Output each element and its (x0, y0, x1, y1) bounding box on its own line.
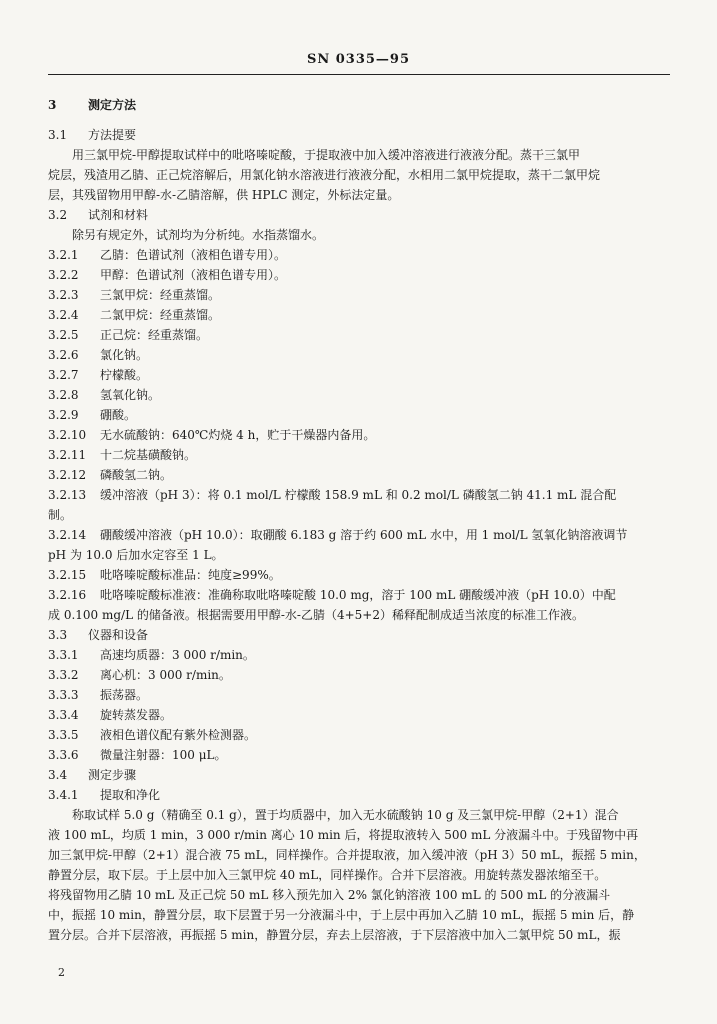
heading-3-1: 3.1 方法提要 (48, 128, 137, 142)
reagent-item: 3.2.6 氯化钠。 (48, 348, 149, 362)
paragraph-line: 层，其残留物用甲醇-水-乙腈溶解，供 HPLC 测定，外标法定量。 (48, 188, 400, 202)
reagent-item: 3.2.10 无水硫酸钠：640℃灼烧 4 h，贮于干燥器内备用。 (48, 428, 376, 442)
instrument-item: 3.3.3 振荡器。 (48, 688, 149, 702)
instrument-item: 3.3.4 旋转蒸发器。 (48, 708, 173, 722)
instrument-item: 3.3.1 高速均质器：3 000 r/min。 (48, 648, 255, 662)
page-number: 2 (58, 966, 65, 979)
reagent-item: 3.2.14 硼酸缓冲溶液（pH 10.0）：取硼酸 6.183 g 溶于约 600 mL 水中，用 1 mol/L 氢氧化钠溶液调节 (48, 528, 628, 542)
heading-3-3: 3.3 仪器和设备 (48, 628, 149, 642)
heading-3-2: 3.2 试剂和材料 (48, 208, 149, 222)
paragraph-line: 制。 (48, 508, 73, 522)
reagent-item: 3.2.13 缓冲溶液（pH 3）：将 0.1 mol/L 柠檬酸 158.9 mL 和 0.2 mol/L 磷酸氢二钠 41.1 mL 混合配 (48, 488, 617, 502)
paragraph-line: 称取试样 5.0 g（精确至 0.1 g），置于均质器中，加入无水硫酸钠 10 g 及三氯甲烷-甲醇（2+1）混合 (72, 808, 619, 822)
paragraph-line: 静置分层，取下层。于上层中加入三氯甲烷 40 mL，同样操作。合并下层溶液。用旋转蒸发器浓缩至干。 (48, 868, 607, 882)
paragraph-line: 成 0.100 mg/L 的储备液。根据需要用甲醇-水-乙腈（4+5+2）稀释配制成适当浓度的标准工作液。 (48, 608, 584, 622)
paragraph-line: 液 100 mL，均质 1 min，3 000 r/min 离心 10 min 后，将提取液转入 500 mL 分液漏斗中。于残留物中再 (48, 828, 639, 842)
paragraph-line: 中，振摇 10 min，静置分层，取下层置于另一分液漏斗中，于上层中再加入乙腈 10 mL，振摇 5 min 后，静 (48, 908, 635, 922)
paragraph-line: 置分层。合并下层溶液，再振摇 5 min，静置分层，弃去上层溶液，于下层溶液中加入二氯甲烷 50 mL，振 (48, 928, 621, 942)
heading-3-4-1: 3.4.1 提取和净化 (48, 788, 161, 802)
reagent-item: 3.2.9 硼酸。 (48, 408, 137, 422)
instrument-item: 3.3.6 微量注射器：100 μL。 (48, 748, 227, 762)
reagent-item: 3.2.15 吡咯嗪啶酸标准品：纯度≥99%。 (48, 568, 281, 582)
reagent-item: 3.2.1 乙腈：色谱试剂（液相色谱专用）。 (48, 248, 287, 262)
reagent-item: 3.2.12 磷酸氢二钠。 (48, 468, 173, 482)
reagent-item: 3.2.11 十二烷基磺酸钠。 (48, 448, 197, 462)
paragraph-line: pH 为 10.0 后加水定容至 1 L。 (48, 548, 224, 562)
heading-3-4: 3.4 测定步骤 (48, 768, 137, 782)
reagent-item: 3.2.7 柠檬酸。 (48, 368, 149, 382)
reagent-item: 3.2.5 正己烷：经重蒸馏。 (48, 328, 209, 342)
instrument-item: 3.3.2 离心机：3 000 r/min。 (48, 668, 231, 682)
reagent-item: 3.2.2 甲醇：色谱试剂（液相色谱专用）。 (48, 268, 287, 282)
paragraph-line: 将残留物用乙腈 10 mL 及正己烷 50 mL 移入预先加入 2% 氯化钠溶液 100 mL 的 500 mL 的分液漏斗 (48, 888, 611, 902)
document-body (48, 95, 670, 945)
paragraph-line: 除另有规定外，试剂均为分析纯。水指蒸馏水。 (72, 228, 325, 242)
reagent-item: 3.2.3 三氯甲烷：经重蒸馏。 (48, 288, 221, 302)
paragraph-line: 用三氯甲烷-甲醇提取试样中的吡咯嗪啶酸，于提取液中加入缓冲溶液进行液液分配。蒸干三氯甲 (72, 148, 581, 162)
section-number: 3 (48, 98, 57, 112)
paragraph-line: 烷层，残渣用乙腈、正己烷溶解后，用氯化钠水溶液进行液液分配，水相用二氯甲烷提取，蒸干二氯甲烷 (48, 168, 601, 182)
section-3-heading (48, 95, 670, 115)
reagent-item: 3.2.16 吡咯嗪啶酸标准液：准确称取吡咯嗪啶酸 10.0 mg，溶于 100 mL 硼酸缓冲液（pH 10.0）中配 (48, 588, 616, 602)
reagent-item: 3.2.8 氢氧化钠。 (48, 388, 161, 402)
instrument-item: 3.3.5 液相色谱仪配有紫外检测器。 (48, 728, 257, 742)
section-title: 测定方法 (88, 98, 137, 112)
header-rule (48, 74, 670, 75)
paragraph-line: 加三氯甲烷-甲醇（2+1）混合液 75 mL，同样操作。合并提取液，加入缓冲液（pH 3）50 mL，振摇 5 min， (48, 848, 646, 862)
standard-number-header: SN 0335—95 (306, 52, 411, 67)
reagent-item: 3.2.4 二氯甲烷：经重蒸馏。 (48, 308, 221, 322)
